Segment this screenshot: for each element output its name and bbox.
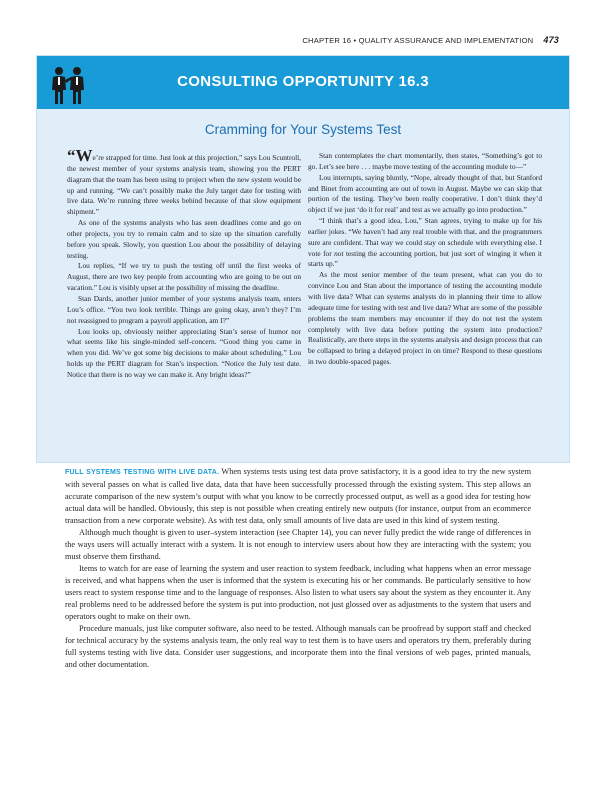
- paragraph: Stan Dards, another junior member of your systems analysis team, enters Lou’s office. “You two look terrible. Things are going okay, aren’t they? I’m not reassigned to program a payroll application, am I?”: [67, 293, 301, 325]
- drop-cap: “W: [67, 146, 93, 165]
- page-number: 473: [543, 35, 559, 45]
- main-body-text: [65, 466, 531, 671]
- paragraph: Stan contemplates the chart momentarily, then states, “Something’s got to go. Let’s see here . . . maybe move testing of the accounting module to—”: [308, 151, 542, 171]
- chapter-label: CHAPTER 16 • QUALITY ASSURANCE AND IMPLEMENTATION: [302, 36, 534, 45]
- consulting-banner: [37, 56, 569, 109]
- paragraph: Lou replies, “If we try to push the testing off until the first weeks of August, there are two key people from accounting who are going to be out on vacation.” Lou is visibly upset at the possibility of missing the deadline.: [67, 261, 301, 293]
- case-title: Cramming for Your Systems Test: [204, 122, 402, 137]
- paragraph: Lou looks up, obviously neither appreciating Stan’s sense of humor nor what seems like his single-minded self-concern. “Good thing you came in when you did. We’ve got some big decisions to make about scheduling.” Lou holds up the PERT diagram for Stan’s inspection. “Notice the July test date. Notice that there is no way we can make it. Any bright ideas?”: [67, 326, 301, 379]
- running-head: [200, 35, 559, 45]
- paragraph: FULL SYSTEMS TESTING WITH LIVE DATA. When systems tests using test data prove satisfactory, it is a good idea to try the new system with several passes on what is called live data, data that have been successfully processed through the existing system. This step allows an accurate comparison of the new system’s output with what you know to be correctly processed output, as well as a good idea for testing how actual data will be handled. Obviously, this step is not possible when creating entirely new outputs (for instance, output from an ecommerce transaction from a new corporate website). As with test data, only small amounts of live data are used in this kind of system testing.: [65, 467, 532, 525]
- case-right-column: [308, 151, 542, 368]
- banner-title: CONSULTING OPPORTUNITY 16.3: [177, 73, 429, 90]
- paragraph: As one of the systems analysts who has seen deadlines come and go on other projects, you try to remain calm and to size up the situation carefully before you speak. Slowly, you question Lou about the possibility of delaying testing.: [67, 218, 301, 260]
- paragraph: Procedure manuals, just like computer software, also need to be tested. Although manuals can be proofread by support staff and checked for technical accuracy by the systems analysis team, the only real way to test them is to have users and operators try them, preferably during full systems testing with live data. Consider user suggestions, and incorporate them into the final versions of web pages, printed manuals, and other documentation.: [65, 624, 531, 669]
- paragraph: Lou interrupts, saying bluntly, “Nope, already thought of that, but Stanford and Binet from accounting are out of town in August. Maybe we can skip that portion of the testing. They’ve been really cooperative. I don’t think they’d object if we just ‘do it for real’ and test as we actually go into production.”: [308, 172, 542, 215]
- paragraph: “I think that’s a good idea, Lou,” Stan agrees, trying to make up for his earlier jokes. “We haven’t had any real trouble with that, and the programmers sure are confident. That way we could stay on schedule with everything else. I vote for not testing the accounting portion, but just sort of winging it when it starts up.”: [308, 216, 542, 269]
- emphasis: not: [334, 248, 344, 258]
- paragraph: As the most senior member of the team present, what can you do to convince Lou and Stan about the importance of testing the accounting module with live data? What can systems analysts do in planning their time to allow adequate time for testing with test and live data? What are some of the possible problems the team members may encounter if they do not test the system completely with live data before putting the system into production? Realistically, are there steps in the systems analysis and design process that can be collapsed to bring a delayed project in on time? Respond to these questions in two double-spaced pages.: [308, 270, 542, 367]
- case-left-column: [67, 146, 301, 381]
- paragraph: Items to watch for are ease of learning the system and user reaction to system feedback, including what happens when an error message is received, and what happens when the user is informed that the system is executing his or her commands. Be particularly sensitive to how users react to system response time and to the language of responses. Also listen to what users say about the system as they encounter it. Any real problems need to be addressed before the system is put into production, not just glossed over as adjustments to the system that users and operators ought to make on their own.: [65, 564, 531, 621]
- section-heading: FULL SYSTEMS TESTING WITH LIVE DATA.: [65, 469, 220, 476]
- paragraph: Although much thought is given to user–system interaction (see Chapter 14), you can never fully predict the wide range of differences in the ways users will actually interact with a system. It is not enough to interview users about how they are interacting with the system; you must observe them firsthand.: [65, 528, 531, 561]
- paragraph: “We’re strapped for time. Just look at this projection,” says Lou Scuntroll, the newest member of your systems analysis team, showing you the PERT diagram that the team has been using to project when the new system would be up and running. “We can’t possibly make the July target date for testing with live data. We’re running three weeks behind because of that slow equipment shipment.”: [67, 146, 301, 217]
- consulting-opportunity-box: [36, 55, 570, 463]
